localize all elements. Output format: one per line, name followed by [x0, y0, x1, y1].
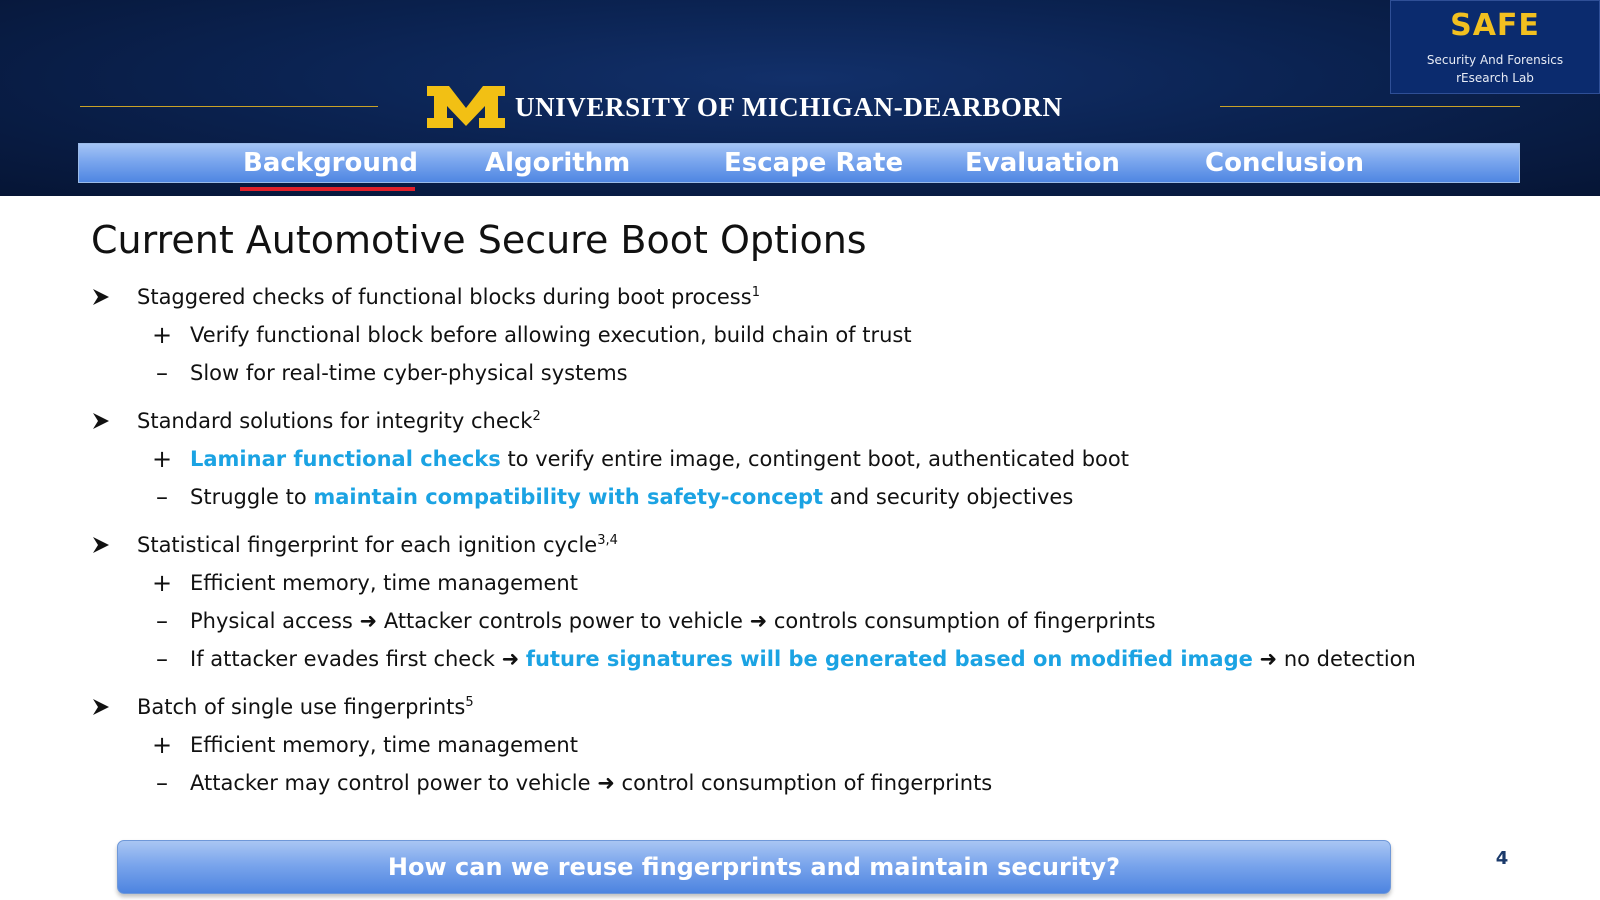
sub-bullet-text: Attacker may control power to vehicle [190, 771, 598, 795]
minus-marker: – [156, 483, 168, 511]
plus-marker: + [151, 569, 173, 597]
tab-escape-rate[interactable]: Escape Rate [724, 148, 904, 178]
right-arrow-icon: ➜ [359, 609, 378, 633]
bullet-3 [137, 530, 618, 560]
arrowhead-bullet-icon [92, 406, 116, 436]
section-nav-bar [78, 143, 1520, 183]
sub-bullet-3-3 [190, 644, 1416, 674]
tab-algorithm[interactable]: Algorithm [485, 148, 631, 178]
arrowhead-bullet-icon [92, 530, 116, 560]
sub-bullet-text: Attacker controls power to vehicle [377, 609, 750, 633]
sub-bullet-text: no detection [1277, 647, 1416, 671]
bullet-1 [137, 282, 760, 312]
sub-bullet-2-1 [190, 444, 1129, 474]
bullet-1-text: Staggered checks of functional blocks during boot process [137, 285, 752, 309]
bullet-4-citation: 5 [465, 695, 474, 710]
gold-divider-right [1220, 106, 1520, 107]
right-arrow-icon: ➜ [1259, 647, 1278, 671]
bullet-4-text: Batch of single use fingerprints [137, 695, 466, 719]
sub-bullet-text: control consumption of fingerprints [614, 771, 993, 795]
sub-bullet-4-2 [190, 768, 992, 798]
block-m-logo [427, 86, 505, 128]
arrowhead-bullet-icon [92, 692, 116, 722]
minus-marker: – [156, 359, 168, 387]
tab-conclusion[interactable]: Conclusion [1205, 148, 1365, 178]
sub-bullet-2-2 [190, 482, 1073, 512]
tab-background[interactable]: Background [243, 148, 418, 178]
highlight-text: Laminar functional checks [190, 447, 501, 471]
sub-bullet-text: Physical access [190, 609, 360, 633]
right-arrow-icon: ➜ [597, 771, 615, 795]
highlight-text: future signatures will be generated based on modified image [525, 647, 1253, 671]
minus-marker: – [156, 607, 168, 635]
safe-lab-logo [1390, 0, 1600, 94]
sub-bullet-1-1: Verify functional block before allowing execution, build chain of trust [190, 323, 912, 347]
sub-bullet-3-2 [190, 606, 1156, 636]
bullet-3-citation: 3,4 [597, 533, 618, 548]
highlight-text: maintain compatibility with safety-concept [313, 485, 824, 509]
sub-bullet-text: If attacker evades first check [190, 647, 502, 671]
sub-bullet-text: and security objectives [823, 485, 1074, 509]
plus-marker: + [151, 731, 173, 759]
bullet-3-text: Statistical fingerprint for each ignition cycle [137, 533, 598, 557]
bullet-2 [137, 406, 541, 436]
arrowhead-bullet-icon [92, 282, 116, 312]
sub-bullet-text: Struggle to [190, 485, 314, 509]
safe-lab-subtitle-line2: rEsearch Lab [1456, 71, 1534, 85]
plus-marker: + [151, 445, 173, 473]
active-tab-indicator [240, 187, 415, 191]
bullet-2-text: Standard solutions for integrity check [137, 409, 533, 433]
page-number: 4 [1495, 848, 1509, 869]
tab-evaluation[interactable]: Evaluation [965, 148, 1120, 178]
minus-marker: – [156, 645, 168, 673]
bullet-4 [137, 692, 474, 722]
key-question-banner [117, 840, 1391, 894]
bullet-2-citation: 2 [532, 409, 541, 424]
gold-divider-left [80, 106, 378, 107]
key-question-text: How can we reuse fingerprints and maintain security? [387, 853, 1121, 881]
sub-bullet-3-1: Efficient memory, time management [190, 571, 578, 595]
sub-bullet-1-2: Slow for real-time cyber-physical systems [190, 361, 628, 385]
sub-bullet-text: controls consumption of fingerprints [767, 609, 1156, 633]
sub-bullet-text: to verify entire image, contingent boot, authenticated boot [500, 447, 1129, 471]
safe-lab-title: SAFE [1450, 8, 1540, 43]
right-arrow-icon: ➜ [749, 609, 768, 633]
slide-title: Current Automotive Secure Boot Options [91, 218, 867, 262]
safe-lab-subtitle-line1: Security And Forensics [1426, 53, 1564, 67]
minus-marker: – [156, 769, 168, 797]
plus-marker: + [151, 321, 173, 349]
bullet-1-citation: 1 [751, 285, 760, 300]
right-arrow-icon: ➜ [501, 647, 520, 671]
sub-bullet-4-1: Efficient memory, time management [190, 733, 578, 757]
university-name: UNIVERSITY OF MICHIGAN-DEARBORN [515, 92, 1063, 122]
